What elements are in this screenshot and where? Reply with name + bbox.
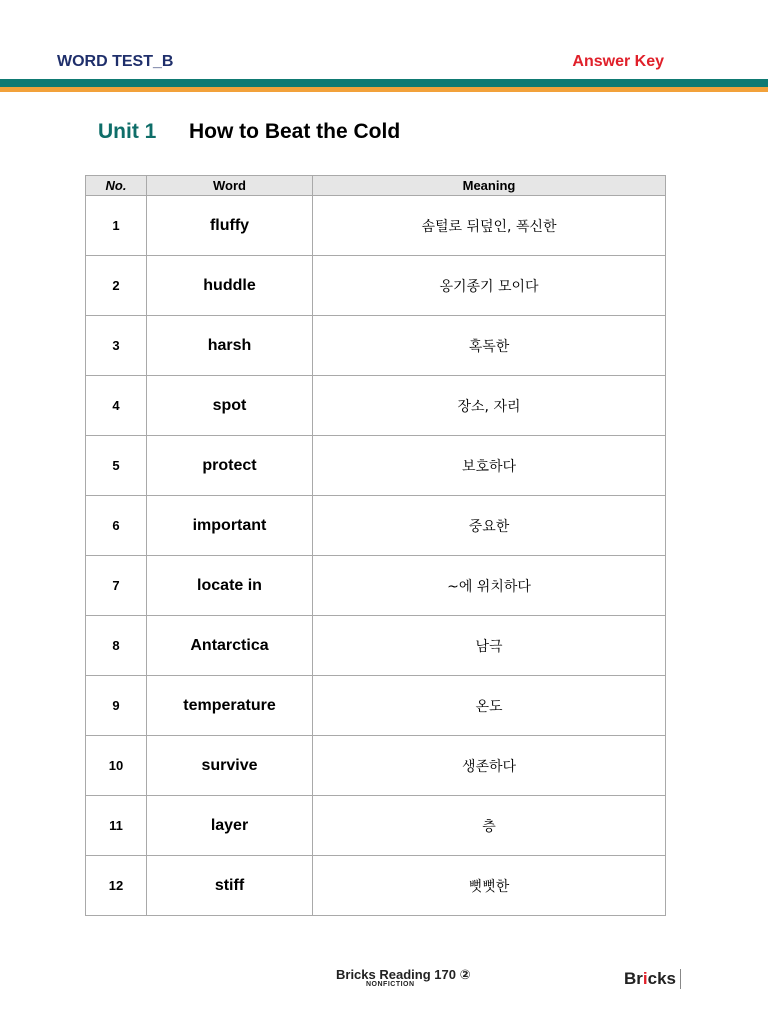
row-word: huddle xyxy=(147,256,313,316)
table-row xyxy=(86,556,666,616)
row-number: 8 xyxy=(86,616,147,676)
table-row xyxy=(86,436,666,496)
table-row xyxy=(86,856,666,916)
unit-label: Unit 1 xyxy=(98,120,157,143)
table-row xyxy=(86,676,666,736)
footer-brand xyxy=(336,967,471,988)
logo-text-end: cks xyxy=(647,969,677,988)
row-word: harsh xyxy=(147,316,313,376)
bricks-logo xyxy=(624,969,681,989)
header-divider-orange xyxy=(0,87,768,92)
row-meaning: ~에 위치하다 xyxy=(313,556,666,616)
row-meaning: 중요한 xyxy=(313,496,666,556)
row-word: important xyxy=(147,496,313,556)
table-row xyxy=(86,796,666,856)
row-number: 4 xyxy=(86,376,147,436)
row-word: temperature xyxy=(147,676,313,736)
row-number: 1 xyxy=(86,196,147,256)
row-number: 12 xyxy=(86,856,147,916)
row-word: Antarctica xyxy=(147,616,313,676)
row-word: fluffy xyxy=(147,196,313,256)
row-number: 11 xyxy=(86,796,147,856)
row-number: 10 xyxy=(86,736,147,796)
table-row xyxy=(86,496,666,556)
vocabulary-table xyxy=(85,175,666,916)
table-header-row xyxy=(86,176,666,196)
row-meaning: 옹기종기 모이다 xyxy=(313,256,666,316)
test-name: WORD TEST_B xyxy=(57,53,174,70)
row-meaning: 장소, 자리 xyxy=(313,376,666,436)
row-word: layer xyxy=(147,796,313,856)
row-word: locate in xyxy=(147,556,313,616)
brand-subtitle: NONFICTION xyxy=(366,981,415,988)
row-number: 9 xyxy=(86,676,147,736)
table-body xyxy=(86,196,666,916)
row-number: 6 xyxy=(86,496,147,556)
row-meaning: 솜털로 뒤덮인, 폭신한 xyxy=(313,196,666,256)
table-row xyxy=(86,736,666,796)
row-word: spot xyxy=(147,376,313,436)
logo-text-start: Br xyxy=(624,969,643,988)
row-meaning: 남극 xyxy=(313,616,666,676)
table-row xyxy=(86,376,666,436)
table-row xyxy=(86,616,666,676)
row-word: survive xyxy=(147,736,313,796)
table-row xyxy=(86,196,666,256)
row-meaning: 혹독한 xyxy=(313,316,666,376)
column-header-no: No. xyxy=(86,176,147,196)
table-row xyxy=(86,316,666,376)
row-number: 2 xyxy=(86,256,147,316)
row-number: 7 xyxy=(86,556,147,616)
column-header-meaning: Meaning xyxy=(313,176,666,196)
brand-name: Bricks Reading 170 ② xyxy=(336,967,471,982)
table-row xyxy=(86,256,666,316)
row-word: protect xyxy=(147,436,313,496)
row-meaning: 생존하다 xyxy=(313,736,666,796)
row-meaning: 온도 xyxy=(313,676,666,736)
row-word: stiff xyxy=(147,856,313,916)
row-meaning: 층 xyxy=(313,796,666,856)
row-number: 3 xyxy=(86,316,147,376)
column-header-word: Word xyxy=(147,176,313,196)
unit-title: How to Beat the Cold xyxy=(189,120,401,143)
row-number: 5 xyxy=(86,436,147,496)
row-meaning: 뻣뻣한 xyxy=(313,856,666,916)
header-divider-teal xyxy=(0,79,768,87)
row-meaning: 보호하다 xyxy=(313,436,666,496)
answer-key-label: Answer Key xyxy=(572,53,664,70)
logo-text-accent: i xyxy=(642,969,648,988)
